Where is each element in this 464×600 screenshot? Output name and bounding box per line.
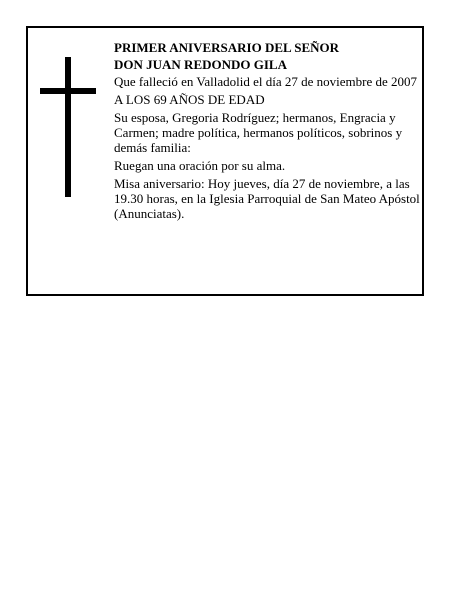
obituary-notice bbox=[26, 26, 424, 296]
notice-text bbox=[114, 40, 420, 224]
mass-info: Misa aniversario: Hoy jueves, día 27 de noviembre, a las 19.30 horas, en la Iglesia Parroquial de San Mateo Apóstol (Anunciatas). bbox=[114, 176, 420, 221]
cross-horizontal-bar bbox=[40, 88, 96, 94]
cross-icon bbox=[40, 57, 96, 197]
death-info: Que falleció en Valladolid el día 27 de noviembre de 2007 bbox=[114, 74, 417, 89]
prayer-request: Ruegan una oración por su alma. bbox=[114, 158, 286, 173]
family-line: Su esposa, Gregoria Rodríguez; hermanos, Engracia y Carmen; madre política, hermanos políticos, sobrinos y demás familia: bbox=[114, 110, 403, 155]
notice-title-line2: DON JUAN REDONDO GILA bbox=[114, 57, 287, 72]
cross-vertical-bar bbox=[65, 57, 71, 197]
notice-title-line1: PRIMER ANIVERSARIO DEL SEÑOR bbox=[114, 40, 340, 55]
age-line: A LOS 69 AÑOS DE EDAD bbox=[114, 92, 265, 107]
